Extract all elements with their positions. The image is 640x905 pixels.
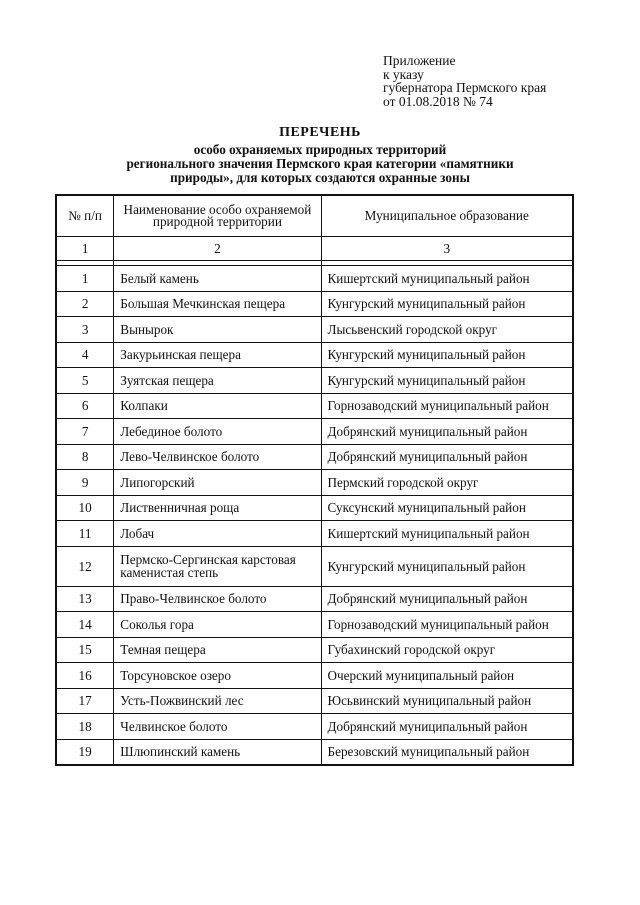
appendix-line: от 01.08.2018 № 74 [383,93,493,109]
territories-table [55,194,574,766]
municipality-name: Кунгурский муниципальный район [321,342,573,368]
municipality-name: Юсьвинский муниципальный район [321,688,573,714]
territory-name: Колпаки [114,393,321,419]
column-number-row [56,237,573,261]
table-header-row [56,195,573,237]
territory-name: Усть-Пожвинский лес [114,688,321,714]
table-row [56,444,573,470]
territory-name: Лебединое болото [114,419,321,445]
table-row [56,393,573,419]
table-row [56,586,573,612]
municipality-name: Кунгурский муниципальный район [321,368,573,394]
appendix-line: губернатора Пермского края [383,80,547,95]
territory-name: Темная пещера [114,637,321,663]
row-number: 19 [56,739,114,765]
territory-name: Соколья гора [114,612,321,638]
territory-name: Зуятская пещера [114,368,321,394]
territory-name: Лиственничная роща [114,495,321,521]
table-row [56,495,573,521]
municipality-name: Очерский муниципальный район [321,663,573,689]
table-row [56,470,573,496]
appendix-note [383,54,546,108]
row-number: 12 [56,546,114,586]
subtitle-line: природы», для которых создаются охранные зоны [170,170,470,185]
row-number: 14 [56,612,114,638]
municipality-name: Добрянский муниципальный район [321,444,573,470]
table-row [56,714,573,740]
appendix-line: Приложение [383,53,456,68]
territory-name: Вынырок [114,317,321,343]
table-row [56,368,573,394]
document-title: ПЕРЕЧЕНЬ [279,125,361,140]
municipality-name: Добрянский муниципальный район [321,419,573,445]
territory-name: Право-Челвинское болото [114,586,321,612]
table-row [56,266,573,292]
municipality-name: Пермский городской округ [321,470,573,496]
municipality-name: Кунгурский муниципальный район [321,291,573,317]
table-row [56,688,573,714]
table-row [56,291,573,317]
municipality-name: Губахинский городской округ [321,637,573,663]
municipality-name: Горнозаводский муниципальный район [321,612,573,638]
header-num: № п/п [56,195,114,237]
row-number: 5 [56,368,114,394]
table-row [56,317,573,343]
table-row [56,546,573,586]
territory-name: Закурьинская пещера [114,342,321,368]
table-row [56,521,573,547]
header-name: Наименование особо охраняемой природной территории [114,195,321,237]
row-number: 18 [56,714,114,740]
municipality-name: Кунгурский муниципальный район [321,546,573,586]
row-number: 4 [56,342,114,368]
territory-name: Челвинское болото [114,714,321,740]
municipality-name: Добрянский муниципальный район [321,586,573,612]
row-number: 2 [56,291,114,317]
row-number: 6 [56,393,114,419]
row-number: 1 [56,266,114,292]
header-municipality: Муниципальное образование [321,195,573,237]
table-row [56,663,573,689]
territory-name: Шлюпинский камень [114,739,321,765]
appendix-line: к указу [383,66,424,82]
row-number: 7 [56,419,114,445]
table-row [56,419,573,445]
municipality-name: Кишертский муниципальный район [321,266,573,292]
row-number: 8 [56,444,114,470]
row-number: 13 [56,586,114,612]
row-number: 3 [56,317,114,343]
territory-name: Торсуновское озеро [114,663,321,689]
municipality-name: Лысьвенский городской округ [321,317,573,343]
territory-name: Лево-Челвинское болото [114,444,321,470]
row-number: 10 [56,495,114,521]
territory-name: Липогорский [114,470,321,496]
row-number: 17 [56,688,114,714]
row-number: 9 [56,470,114,496]
row-number: 15 [56,637,114,663]
column-number: 2 [114,237,321,261]
table-row [56,739,573,765]
municipality-name: Добрянский муниципальный район [321,714,573,740]
column-number: 3 [321,237,573,261]
municipality-name: Суксунский муниципальный район [321,495,573,521]
row-number: 16 [56,663,114,689]
table-row [56,612,573,638]
column-number: 1 [56,237,114,261]
subtitle-line: регионального значения Пермского края категории «памятники [126,156,514,171]
table-row [56,637,573,663]
table-body [56,266,573,766]
municipality-name: Кишертский муниципальный район [321,521,573,547]
territory-name: Большая Мечкинская пещера [114,291,321,317]
territory-name: Лобач [114,521,321,547]
territory-name: Пермско-Сергинская карстовая каменистая степь [114,546,321,586]
document-subtitle [0,143,640,185]
municipality-name: Березовский муниципальный район [321,739,573,765]
subtitle-line: особо охраняемых природных территорий [193,142,447,157]
municipality-name: Горнозаводский муниципальный район [321,393,573,419]
table-row [56,342,573,368]
row-number: 11 [56,521,114,547]
territory-name: Белый камень [114,266,321,292]
